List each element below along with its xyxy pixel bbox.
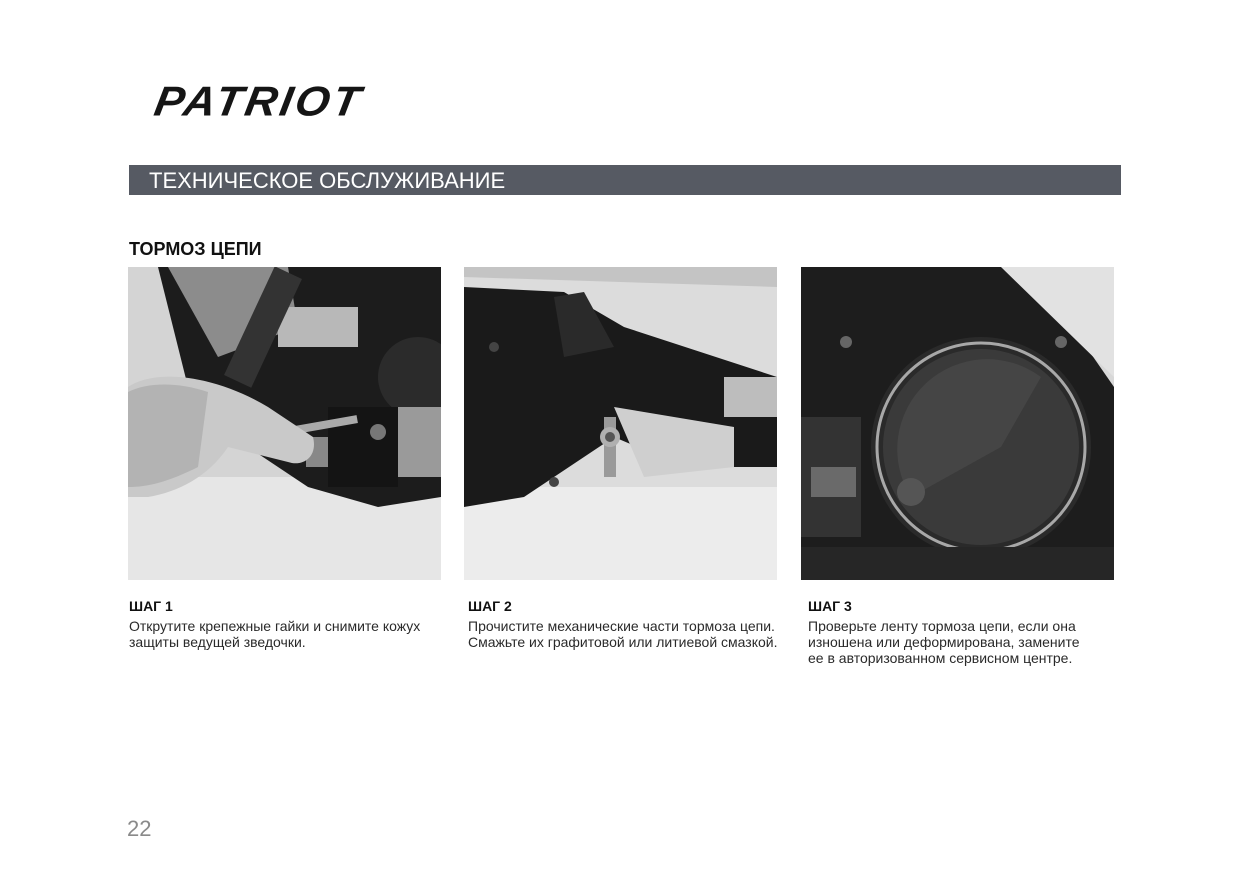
chain-brake-illustration (464, 267, 777, 580)
section-header (129, 165, 1121, 195)
step-1-photo (128, 267, 441, 580)
step-2 (468, 598, 778, 650)
step-1-title: ШАГ 1 (129, 598, 173, 614)
page-number: 22 (127, 816, 152, 841)
step-1-text: Открутите крепежные гайки и снимите кожух защиты ведущей зведочки. (129, 618, 421, 650)
subsection-title: ТОРМОЗ ЦЕПИ (129, 239, 262, 259)
section-title: ТЕХНИЧЕСКОЕ ОБСЛУЖИВАНИЕ (149, 168, 506, 193)
chainsaw-wrench-illustration (128, 267, 441, 580)
step-1 (129, 598, 439, 650)
step-3 (808, 598, 1098, 666)
step-3-text: Проверьте ленту тормоза цепи, если она изношена или деформирована, замените ее в авторизованном сервисном центре. (808, 618, 1080, 666)
brand-logo: PATRIOT (150, 78, 367, 125)
step-2-title: ШАГ 2 (468, 598, 512, 614)
step-3-title: ШАГ 3 (808, 598, 852, 614)
step-3-photo (801, 267, 1114, 580)
brake-band-illustration (801, 267, 1114, 580)
step-2-photo (464, 267, 777, 580)
step-2-text: Прочистите механические части тормоза цепи. Смажьте их графитовой или литиевой смазкой. (468, 618, 778, 650)
